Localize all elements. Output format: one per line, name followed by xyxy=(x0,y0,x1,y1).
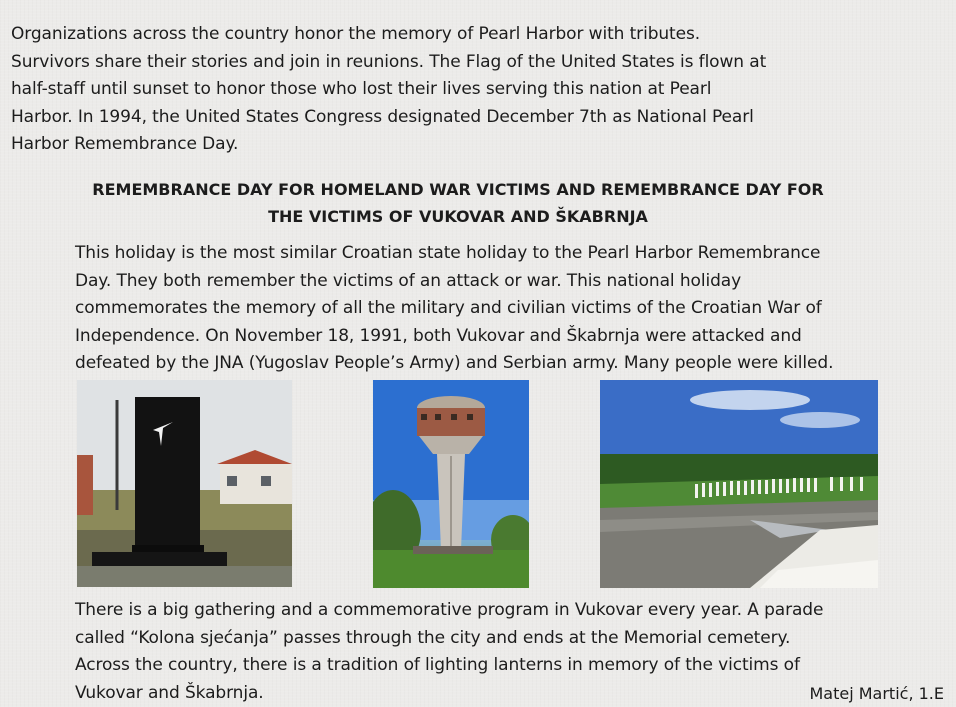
text-line: half-staff until sunset to honor those who lost their lives serving this nation at Pearl xyxy=(11,79,712,99)
cemetery-illustration xyxy=(600,380,878,588)
section-heading xyxy=(20,176,896,230)
text-line: This holiday is the most similar Croatian state holiday to the Pearl Harbor Remembrance xyxy=(75,243,821,263)
text-line: Independence. On November 18, 1991, both Vukovar and Škabrnja were attacked and xyxy=(75,325,802,346)
text-line: Harbor Remembrance Day. xyxy=(11,134,239,154)
text-line: Survivors share their stories and join in reunions. The Flag of the United States is flown at xyxy=(11,51,767,72)
heading-line: THE VICTIMS OF VUKOVAR AND ŠKABRNJA xyxy=(268,207,648,226)
text-line: There is a big gathering and a commemorative program in Vukovar every year. A parade xyxy=(75,600,824,620)
text-line: Harbor. In 1994, the United States Congress designated December 7th as National Pearl xyxy=(11,106,754,127)
water-tower-photo xyxy=(373,380,529,588)
text-line: defeated by the JNA (Yugoslav People’s Army) and Serbian army. Many people were killed. xyxy=(75,353,834,373)
cemetery-photo xyxy=(600,380,878,588)
tower-illustration xyxy=(373,380,529,588)
text-line: called “Kolona sjećanja” passes through the city and ends at the Memorial cemetery. xyxy=(75,627,791,648)
tradition-paragraph xyxy=(75,597,823,707)
text-line: Day. They both remember the victims of an attack or war. This national holiday xyxy=(75,270,742,291)
memorial-illustration xyxy=(77,380,292,587)
text-line: Vukovar and Škabrnja. xyxy=(75,682,264,703)
author-signature: Matej Martić, 1.E xyxy=(809,684,944,703)
heading-line: REMEMBRANCE DAY FOR HOMELAND WAR VICTIMS AND REMEMBRANCE DAY FOR xyxy=(92,180,824,199)
text-line: commemorates the memory of all the military and civilian victims of the Croatian War of xyxy=(75,298,822,318)
memorial-photo xyxy=(77,380,292,587)
intro-paragraph xyxy=(11,21,766,159)
text-line: Organizations across the country honor the memory of Pearl Harbor with tributes. xyxy=(11,24,701,44)
holiday-paragraph xyxy=(75,240,833,378)
text-line: Across the country, there is a tradition of lighting lanterns in memory of the victims of xyxy=(75,655,800,675)
